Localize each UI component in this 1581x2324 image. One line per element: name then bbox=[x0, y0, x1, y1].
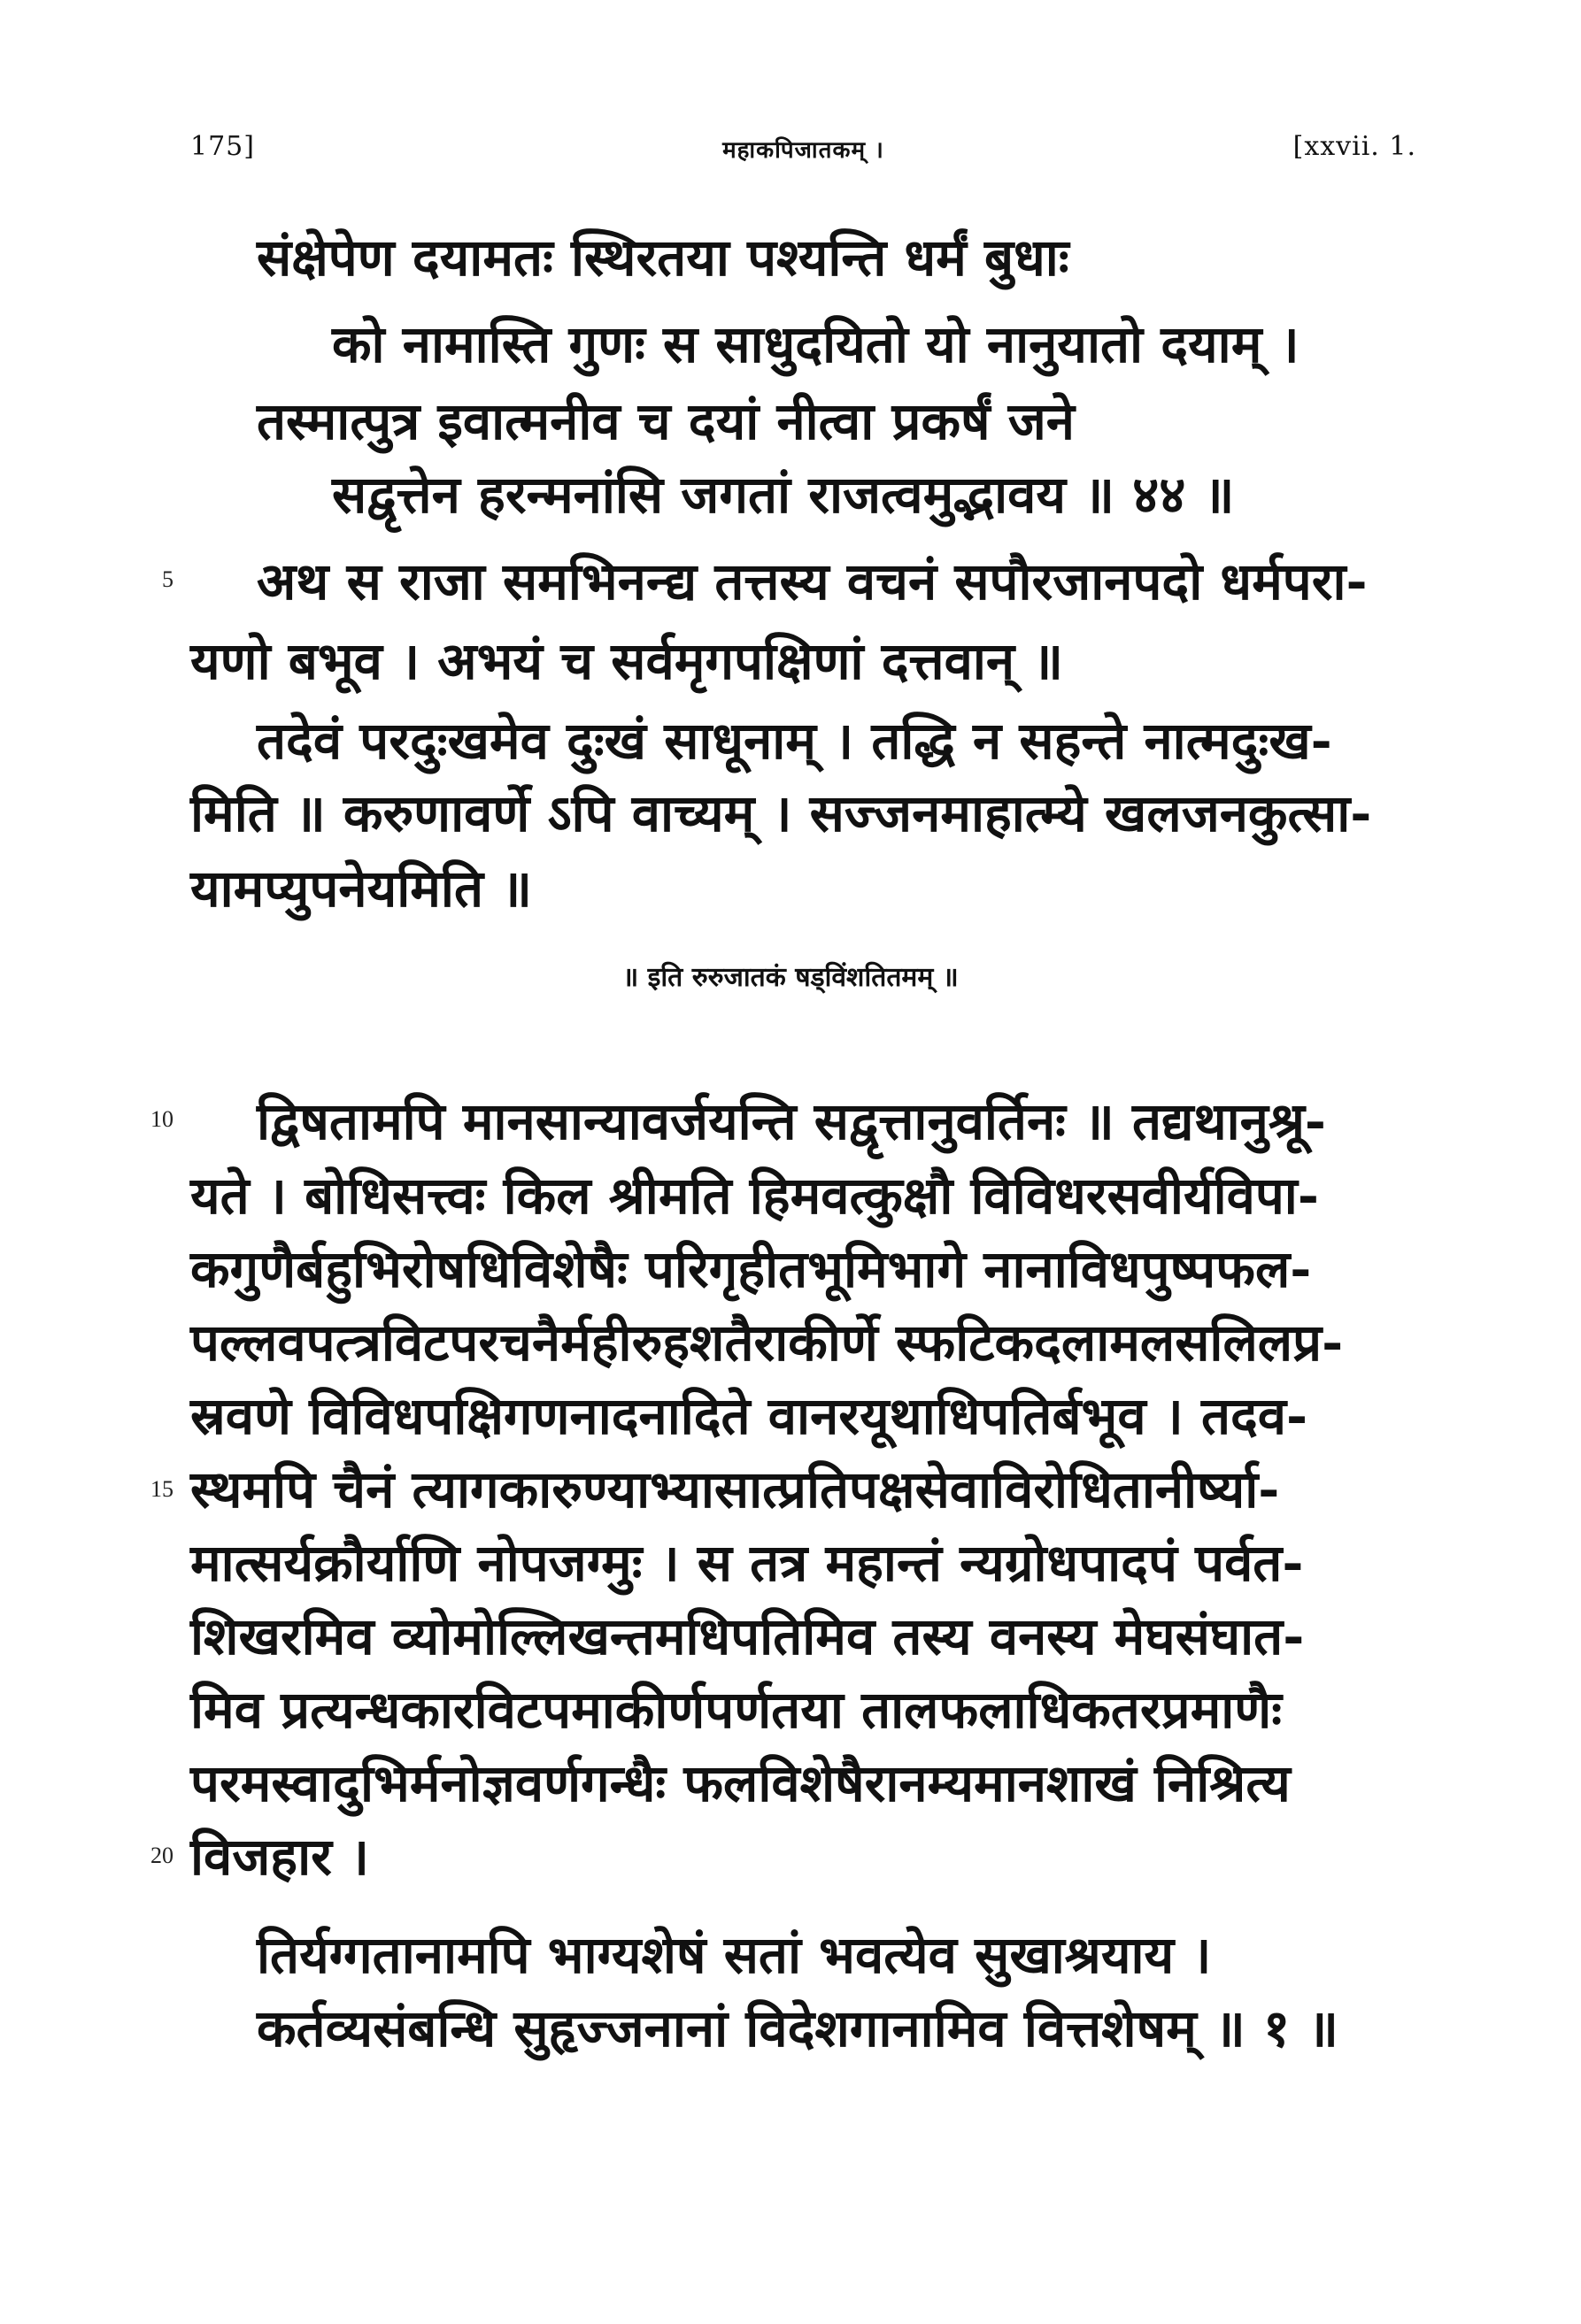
prose-line: द्विषतामपि मानसान्यावर्जयन्ति सद्वृत्तानुवर्तिनः ॥ तद्यथानुश्रू- bbox=[257, 1091, 1327, 1151]
line-number: 5 bbox=[162, 566, 174, 592]
line-number: 20 bbox=[150, 1843, 174, 1868]
prose-line: कगुणैर्बहुभिरोषधिविशेषैः परिगृहीतभूमिभागे नानाविधपुष्पफल- bbox=[190, 1239, 1312, 1299]
section-reference: [xxvii. 1. bbox=[1292, 131, 1416, 162]
prose-line: मिति ॥ करुणावर्णे ऽपि वाच्यम् । सज्जनमाहात्म्ये खलजनकुत्सा- bbox=[190, 783, 1372, 843]
prose-line: यामप्युपनेयमिति ॥ bbox=[190, 858, 532, 919]
running-title: महाकपिजातकम् । bbox=[722, 137, 884, 164]
prose-line: यणो बभूव । अभयं च सर्वमृगपक्षिणां दत्तवान् ॥ bbox=[190, 631, 1064, 691]
verse-line: संक्षेपेण दयामतः स्थिरतया पश्यन्ति धर्मं बुधाः bbox=[257, 227, 1069, 288]
line-number: 15 bbox=[150, 1476, 174, 1502]
line-number: 10 bbox=[150, 1106, 174, 1132]
prose-line: स्थमपि चैनं त्यागकारुण्याभ्यासात्प्रतिपक्षसेवाविरोधितानीर्ष्या- bbox=[190, 1459, 1280, 1520]
verse-line: को नामास्ति गुणः स साधुदयितो यो नानुयातो दयाम् । bbox=[332, 314, 1300, 374]
colophon: ॥ इति रुरुजातकं षड्विंशतितमम् ॥ bbox=[622, 962, 959, 993]
prose-line: तदेवं परदुःखमेव दुःखं साधूनाम् । तद्धि न सहन्ते नात्मदुःख- bbox=[257, 711, 1332, 771]
prose-line: अथ स राजा समभिनन्द्य तत्तस्य वचनं सपौरजानपदो धर्मपरा- bbox=[257, 551, 1368, 612]
prose-line: मात्सर्यक्रौर्याणि नोपजग्मुः । स तत्र महान्तं न्यग्रोधपादपं पर्वत- bbox=[190, 1533, 1304, 1593]
verse-line: कर्तव्यसंबन्धि सुहृज्जनानां विदेशगानामिव वित्तशेषम् ॥ १ ॥ bbox=[257, 1998, 1339, 2059]
prose-line: स्रवणे विविधपक्षिगणनादनादिते वानरयूथाधिपतिर्बभूव । तदव- bbox=[190, 1386, 1308, 1446]
prose-line: शिखरमिव व्योमोल्लिखन्तमधिपतिमिव तस्य वनस्य मेघसंघात- bbox=[190, 1606, 1305, 1666]
prose-line: मिव प्रत्यन्धकारविटपमाकीर्णपर्णतया तालफलाधिकतरप्रमाणैः bbox=[190, 1680, 1282, 1740]
page-number: 175] bbox=[190, 131, 255, 162]
verse-line: तिर्यग्गतानामपि भाग्यशेषं सतां भवत्येव सुखाश्रयाय । bbox=[257, 1925, 1212, 1985]
prose-line: परमस्वादुभिर्मनोज्ञवर्णगन्धैः फलविशेषैरानम्यमानशाखं निश्रित्य bbox=[190, 1753, 1291, 1813]
prose-line: विजहार । bbox=[190, 1827, 370, 1887]
prose-line: पल्लवपत्त्रविटपरचनैर्महीरुहशतैराकीर्णे स्फटिकदलामलसलिलप्र- bbox=[190, 1312, 1344, 1373]
verse-line: तस्मात्पुत्र इवात्मनीव च दयां नीत्वा प्रकर्षं जने bbox=[257, 391, 1075, 451]
page-header bbox=[190, 131, 1416, 166]
verse-line: सद्वृत्तेन हरन्मनांसि जगतां राजत्वमुद्भावय ॥ ४४ ॥ bbox=[332, 465, 1235, 525]
prose-line: यते । बोधिसत्त्वः किल श्रीमति हिमवत्कुक्षौ विविधरसवीर्यविपा- bbox=[190, 1166, 1319, 1226]
